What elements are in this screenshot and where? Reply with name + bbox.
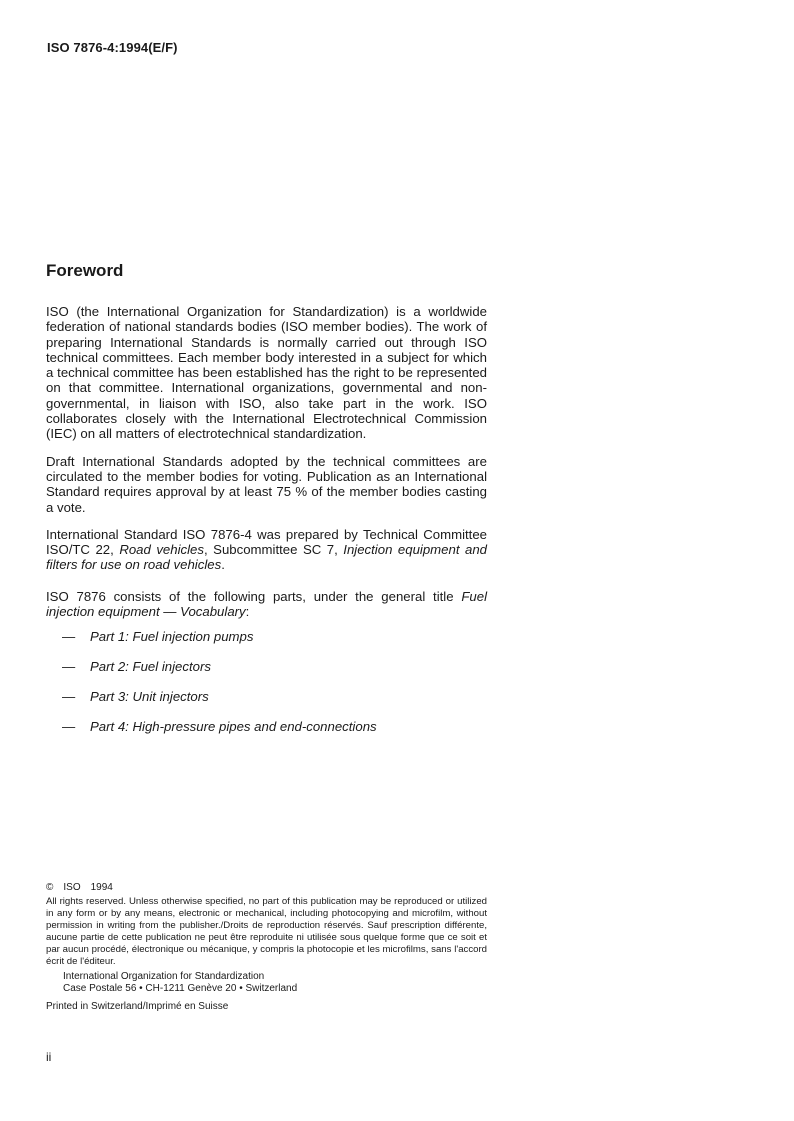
list-item xyxy=(46,629,487,659)
list-dash: — xyxy=(62,689,76,705)
subcommittee-title: Injection equipment and filters for use on road vehicles xyxy=(46,542,487,573)
copyright-block xyxy=(46,882,487,1013)
list-dash: — xyxy=(62,629,76,645)
parts-intro-text-2: : xyxy=(245,604,250,620)
page-number: ii xyxy=(46,1050,52,1064)
foreword-body xyxy=(46,304,487,749)
foreword-heading: Foreword xyxy=(46,261,124,280)
part-label: Part 2: Fuel injectors xyxy=(90,659,211,675)
address-line-2: Case Postale 56 • CH-1211 Genève 20 • Switzerland xyxy=(63,983,298,994)
general-title: Fuel injection equipment — Vocabulary xyxy=(46,588,487,620)
publisher-address xyxy=(46,971,487,995)
committee-title: Road vehicles xyxy=(119,542,204,558)
prepared-by-text-3: . xyxy=(221,557,225,573)
part-label: Part 1: Fuel injection pumps xyxy=(90,629,254,645)
address-line-1: International Organization for Standardization xyxy=(63,971,265,982)
copyright-line xyxy=(46,882,487,894)
paragraph-draft-standards: Draft International Standards adopted by the technical committees are circulated to the member bodies for voting. Publication as an International Standard requires approval by at least 75 % of the member bodies casting a vote. xyxy=(46,453,487,515)
list-item xyxy=(46,659,487,689)
part-label: Part 3: Unit injectors xyxy=(90,689,209,705)
paragraph-prepared-by xyxy=(46,527,487,573)
list-dash: — xyxy=(62,659,76,675)
copyright-year: 1994 xyxy=(90,882,113,893)
prepared-by-text-2: , Subcommittee SC 7, xyxy=(204,542,344,558)
parts-list xyxy=(46,629,487,749)
copyright-symbol: © xyxy=(46,882,54,893)
rights-notice: All rights reserved. Unless otherwise specified, no part of this publication may be reproduced or utilized in any form or by any means, electronic or mechanical, including photocopying and microfilm, without permission in writing from the publisher./Droits de reproduction réservés. Sauf prescription différente, aucune partie de cette publication ne peut être reproduite ni utilisée sous quelque forme que ce soit et par aucun procédé, électronique ou mécanique, y compris la photocopie et les microfilms, sans l'accord écrit de l'éditeur. xyxy=(46,896,487,967)
paragraph-iso-intro: ISO (the International Organization for Standardization) is a worldwide federation of national standards bodies (ISO member bodies). The work of preparing International Standards is normally carried out through ISO technical committees. Each member body interested in a subject for which a technical committee has been established has the right to be represented on that committee. International organizations, governmental and non-governmental, in liaison with ISO, also take part in the work. ISO collaborates closely with the International Electrotechnical Commission (IEC) on all matters of electrotechnical standardization. xyxy=(46,304,487,442)
printed-in: Printed in Switzerland/Imprimé en Suisse xyxy=(46,1001,229,1012)
prepared-by-text-1: International Standard ISO 7876-4 was prepared by Technical Committee ISO/TC 22, xyxy=(46,526,487,558)
part-label: Part 4: High-pressure pipes and end-connections xyxy=(90,719,377,735)
list-dash: — xyxy=(62,719,76,735)
parts-intro-text-1: ISO 7876 consists of the following parts, under the general title xyxy=(46,588,462,604)
list-item xyxy=(46,719,487,749)
copyright-org: ISO xyxy=(63,882,81,893)
list-item xyxy=(46,689,487,719)
paragraph-parts-intro xyxy=(46,589,487,620)
document-id: ISO 7876-4:1994(E/F) xyxy=(47,40,178,55)
